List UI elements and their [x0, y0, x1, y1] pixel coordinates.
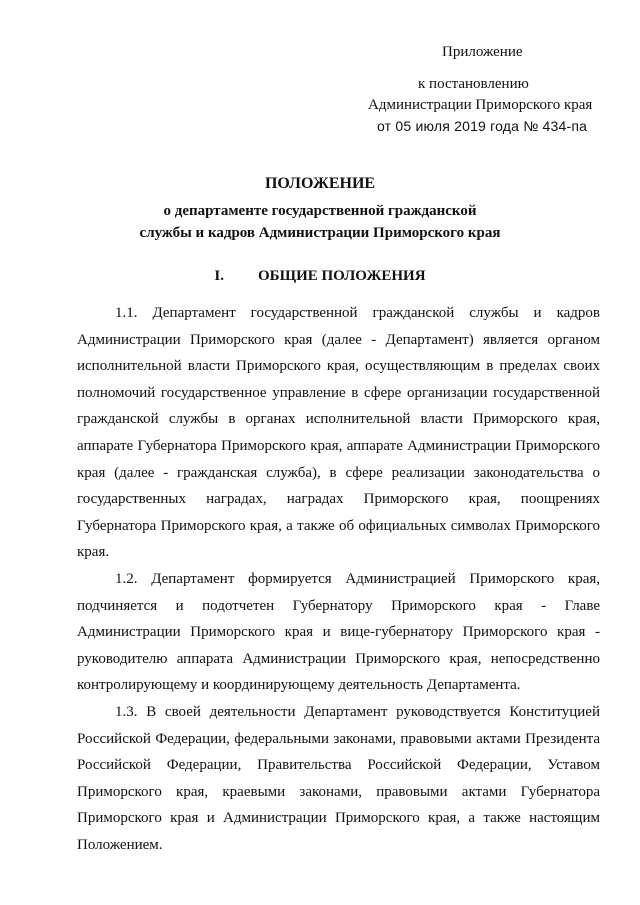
- paragraph-1-3: 1.3. В своей деятельности Департамент руководствуется Конституцией Российской Федерации, федеральными законами, правовыми актами Президента Российской Федерации, Правительства Российской Федерации, Уставом Приморского края, краевыми законами, правовыми актами Губернатора Приморского края и Администрации Приморского края, а также настоящим Положением.: [77, 703, 600, 853]
- appendix-authority: Администрации Приморского края: [368, 97, 593, 113]
- appendix-header: [360, 42, 610, 137]
- paragraph-1-2: 1.2. Департамент формируется Администрацией Приморского края, подчиняется и подотчетен Губернатору Приморского края - Главе Администрации Приморского края и вице-губернатору Приморского края - руководителю аппарата Администрации Приморского края, непосредственно контролирующему и координирующему деятельность Департамента.: [77, 570, 600, 694]
- document-body: [77, 300, 600, 858]
- section-heading: [0, 265, 640, 287]
- subtitle-line-2: службы и кадров Администрации Приморского края: [139, 225, 501, 241]
- subtitle-line-1: о департаменте государственной гражданской: [163, 203, 477, 219]
- paragraph-1-1: 1.1. Департамент государственной гражданской службы и кадров Администрации Приморского края (далее - Департамент) является органом исполнительной власти Приморского края, осуществляющим в пределах своих полномочий государственное управление в сфере организации государственной гражданской службы в органах исполнительной власти Приморского края, аппарате Губернатора Приморского края, аппарате Администрации Приморского края (далее - гражданская служба), в сфере реализации законодательства о государственных наградах, наградах Приморского края, поощрениях Губернатора Приморского края, а также об официальных символах Приморского края.: [77, 305, 600, 561]
- appendix-date-number: от 05 июля 2019 года № 434-па: [377, 118, 588, 134]
- document-title: ПОЛОЖЕНИЕ: [264, 175, 376, 192]
- appendix-decree-ref: к постановлению: [418, 76, 529, 92]
- document-subtitle: [0, 200, 640, 244]
- section-number: I.: [214, 268, 225, 284]
- appendix-label: Приложение: [442, 44, 523, 60]
- section-title: ОБЩИЕ ПОЛОЖЕНИЯ: [258, 268, 426, 284]
